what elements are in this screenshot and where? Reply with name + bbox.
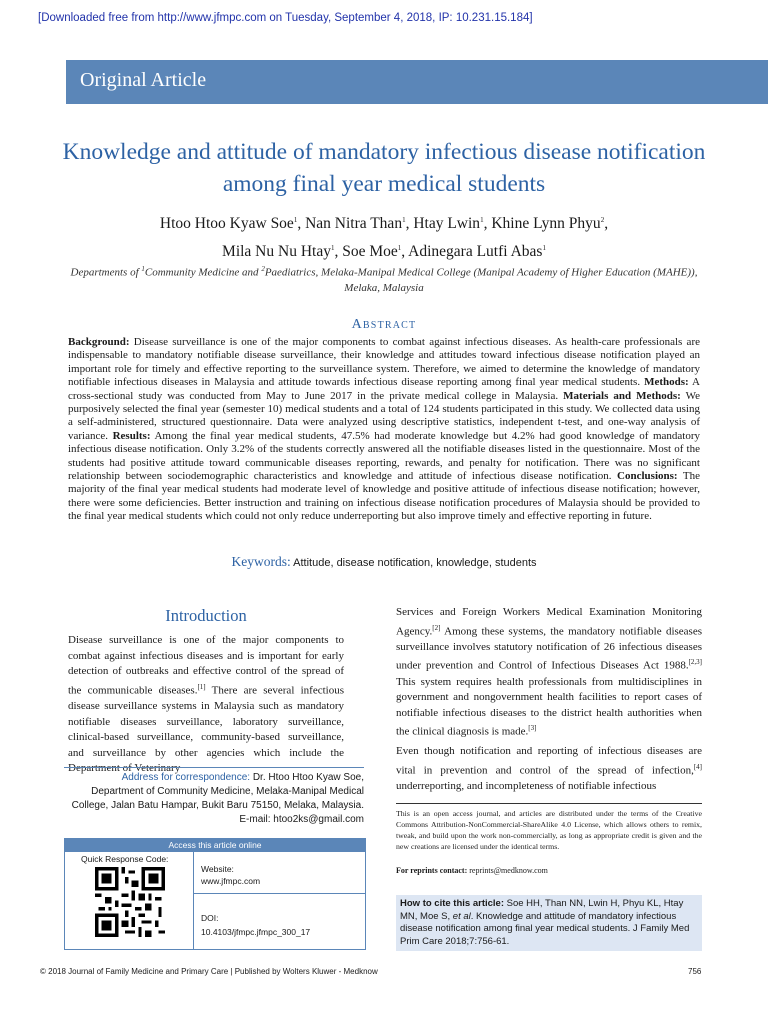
reprints-email[interactable]: reprints@medknow.com bbox=[467, 866, 548, 875]
qr-code-icon bbox=[95, 867, 165, 937]
article-title: Knowledge and attitude of mandatory infectious disease notification among final year medical students bbox=[62, 139, 706, 197]
doi-link[interactable]: 10.4103/jfmpc.jfmpc_300_17 bbox=[201, 927, 311, 937]
author-affil-mark: 1 bbox=[397, 244, 402, 253]
license-note: This is an open access journal, and articles are distributed under the terms of the Creative Commons Attribution-NonCommercial-ShareAlike 4.0 License, which allows others to remix, tweak, and build upon the work non-commercially, as long as appropriate credit is given and the new creations are licensed under the identical terms. bbox=[396, 803, 702, 852]
author-affil-mark: 1 bbox=[330, 244, 335, 253]
intro-paragraph-1: Disease surveillance is one of the major components to combat against infectious diseases and is important for early detection of outbreaks and effective control of the spread of the communicable diseases.[1] There are several infectious disease surveillance systems in Malaysia such as mandatory notifiable diseases surveillance, laboratory surveillance, clinical-based surveillance, community-based surveillance, and surveillance by other agencies which include the Department of Veterinary bbox=[68, 634, 344, 775]
keywords-text: Attitude, disease notification, knowledge, students bbox=[290, 557, 537, 569]
author-affil-mark: 1 bbox=[480, 216, 484, 224]
download-note: [Downloaded free from http://www.jfmpc.com on Tuesday, September 4, 2018, IP: 10.231.15.184] bbox=[38, 12, 533, 24]
author-affil-mark: 1 bbox=[293, 216, 298, 224]
intro-paragraph-3: Even though notification and reporting of infectious diseases are vital in prevention and control of the spread of infection,[4] underreporting, and incompleteness of notifiable infectious bbox=[396, 745, 702, 792]
article-type-banner bbox=[66, 60, 768, 104]
page-number: 756 bbox=[688, 967, 702, 976]
qr-label: Quick Response Code: bbox=[81, 854, 169, 864]
author-name: Khine Lynn Phyu bbox=[491, 215, 601, 233]
author-affil-mark: 2 bbox=[600, 216, 605, 224]
author-name: Adinegara Lutfi Abas bbox=[408, 243, 543, 261]
doi-info bbox=[201, 911, 310, 939]
author-name: Htay Lwin bbox=[413, 215, 481, 233]
introduction-heading: Introduction bbox=[165, 606, 247, 625]
abstract-body: Background: Disease surveillance is one of the major components to combat against infectious diseases. As health-care professionals are indispensable to mandatory notifiable disease surveillance, their knowledge and attitudes toward infectious disease notification played an important role for timely and effective reporting to the surveillance system. Therefore, we aimed to determine the knowledge of mandatory notifiable infectious diseases in Malaysia and attitude towards infectious disease reporting among final year medical students. Methods: A cross-sectional study was conducted from May to June 2017 in the private medical college in Malaysia. Materials and Methods: We purposively selected the final year (semester 10) medical students and a total of 124 students participated in this study. We collected data using a self-administered, structured questionnaire. Data were analyzed using descriptive statistics, independent t-test, and one-way analysis of variance. Results: Among the final year medical students, 47.5% had moderate knowledge but 4.2% had good knowledge of mandatory infectious disease notification. Only 3.2% of the students correctly answered all the notifiable diseases listed in the questionnaire. Most of the students had positive attitude toward communicable diseases reporting, rewards, and penalty for notification. There was no significant relationship between sociodemographic characteristics and knowledge and attitude of infectious disease notification. Conclusions: The majority of the final year medical students had moderate level of knowledge and positive attitude of infectious disease notification; however, there were some deficiencies. Better instruction and training on infectious disease notification procedures of Malaysia should be provided to the final year medical students which could not only reduce underreporting but also improve timely and effective reporting in future. bbox=[68, 336, 701, 523]
page-footer: © 2018 Journal of Family Medicine and Primary Care | Published by Wolters Kluwer - Medknow bbox=[40, 967, 378, 976]
abstract-heading: Abstract bbox=[351, 317, 417, 332]
author-name: Mila Nu Nu Htay bbox=[222, 243, 331, 261]
website-link[interactable]: www.jfmpc.com bbox=[201, 876, 261, 886]
website-label: Website: bbox=[201, 864, 234, 874]
keywords-label: Keywords: bbox=[231, 554, 291, 569]
affiliation: Departments of $^1$Community Medicine and $^2$Paediatrics, Melaka-Manipal Medical College (Manipal Academy of Higher Education (MAHE)), Melaka, Malaysia bbox=[70, 265, 698, 294]
correspondence-label: Address for correspondence: bbox=[121, 772, 251, 783]
access-online-box bbox=[64, 838, 366, 950]
author-affil-mark: 1 bbox=[542, 244, 546, 253]
article-type-label: Original Article bbox=[80, 69, 207, 91]
citation-box: How to cite this article: Soe HH, Than NN, Lwin H, Phyu KL, Htay MN, Moe S, et al. Knowledge and attitude of mandatory infectious disease notification among final year medical students. J Family Med Prim Care 2018;7:756-61. bbox=[396, 895, 702, 951]
reprints-contact: For reprints contact: reprints@medknow.com bbox=[396, 866, 548, 875]
author-name: Soe Moe bbox=[342, 243, 398, 261]
intro-paragraph-2: Services and Foreign Workers Medical Examination Monitoring Agency.[2] Among these systems, the mandatory notifiable diseases surveillance involves statutory notification of 26 infectious diseases under prevention and Control of Infectious Diseases Act 1988.[2,3] This system requires health professionals from multidisciplines in government and nongovernment health facilities to report cases of notifiable infectious diseases to the district health authorities when the clinical diagnosis is made.[3] bbox=[396, 606, 702, 739]
author-list: Htoo Htoo Kyaw Soe$^1$, Nan Nitra Than$^1$, Htay Lwin$^1$, Khine Lynn Phyu$^2$, Mila Nu Nu Htay$^1$, Soe Moe$^1$, Adinegara Lutfi Abas$^1$ bbox=[159, 215, 609, 261]
access-divider bbox=[193, 852, 194, 949]
doi-label: DOI: bbox=[201, 913, 219, 923]
author-name: Nan Nitra Than bbox=[305, 215, 403, 233]
access-heading: Access this article online bbox=[65, 839, 365, 852]
correspondence-address: Address for correspondence: Dr. Htoo Htoo Kyaw Soe, Department of Community Medicine, Melaka-Manipal Medical College, Jalan Batu Hampar, Bukit Baru 75150, Melaka, Malaysia. E-mail: htoo2ks@gmail.com bbox=[64, 767, 364, 827]
correspondence-email[interactable]: E-mail: htoo2ks@gmail.com bbox=[239, 814, 364, 825]
author-affil-mark: 1 bbox=[402, 216, 406, 224]
keywords bbox=[0, 554, 768, 570]
author-name: Htoo Htoo Kyaw Soe bbox=[159, 215, 294, 233]
website-info bbox=[201, 863, 260, 887]
access-divider bbox=[193, 893, 365, 894]
